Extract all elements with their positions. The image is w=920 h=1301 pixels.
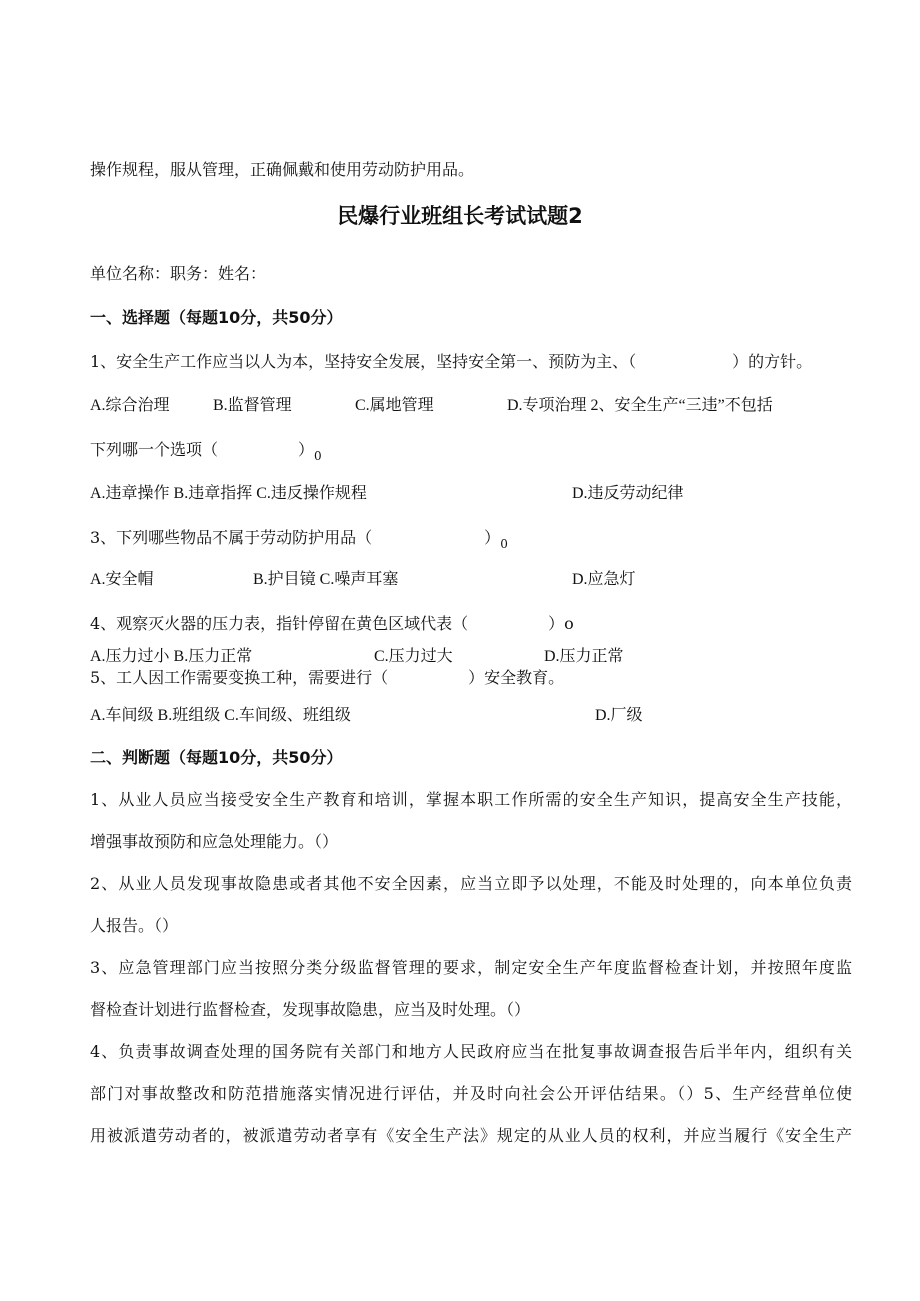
judgment-line-7: 4、负责事故调查处理的国务院有关部门和地方人民政府应当在批复事故调查报告后半年内，组织有关	[90, 1042, 852, 1061]
q2-options-abc: A.违章操作 B.违章指挥 C.违反操作规程	[90, 485, 367, 502]
question-4-text: 4、观察灭火器的压力表，指针停留在黄色区域代表（ ）o	[90, 614, 574, 633]
judgment-line-5: 3、应急管理部门应当按照分类分级监督管理的要求，制定安全生产年度监督检查计划，并按照年度监	[90, 958, 852, 977]
question-2-text	[90, 439, 322, 467]
q1-option-c: C.属地管理	[355, 397, 434, 414]
question-5-text: 5、工人因工作需要变换工种，需要进行（ ）安全教育。	[90, 668, 565, 687]
judgment-line-2: 增强事故预防和应急处理能力。（）	[90, 832, 339, 851]
q4-option-d: D.压力正常	[544, 648, 624, 665]
q4-option-c: C.压力过大	[374, 648, 453, 665]
q1-option-b: B.监督管理	[213, 397, 292, 414]
judgment-line-1: 1、从业人员应当接受安全生产教育和培训，掌握本职工作所需的安全生产知识，提高安全生产技能，	[90, 790, 852, 809]
question-2-body: 下列哪一个选项（ ）	[90, 440, 315, 459]
q2-option-d: D.违反劳动纪律	[572, 485, 684, 502]
question-3-text	[90, 527, 508, 555]
q3-options-bc: B.护目镜 C.噪声耳塞	[253, 571, 399, 588]
question-1-text: 1、安全生产工作应当以人为本，坚持安全发展，坚持安全第一、预防为主、（ ）的方针。	[90, 352, 813, 371]
intro-text: 操作规程，服从管理，正确佩戴和使用劳动防护用品。	[90, 160, 475, 179]
question-3-suffix: 0	[500, 537, 508, 551]
section2-heading: 二、判断题（每题10分，共50分）	[90, 748, 343, 767]
judgment-line-8: 部门对事故整改和防范措施落实情况进行评估，并及时向社会公开评估结果。（）5、生产经营单位使	[90, 1084, 852, 1103]
q1-option-a: A.综合治理	[90, 397, 170, 414]
question-2-suffix: 0	[314, 449, 322, 463]
header-fields: 单位名称：职务：姓名：	[90, 264, 267, 283]
page-title: 民爆行业班组长考试试题2	[337, 204, 583, 228]
q5-option-d: D.厂级	[595, 707, 643, 724]
question-3-body: 3、下列哪些物品不属于劳动防护用品（ ）	[90, 528, 501, 547]
q4-options-ab: A.压力过小 B.压力正常	[90, 648, 253, 665]
q3-option-a: A.安全帽	[90, 571, 154, 588]
section1-heading: 一、选择题（每题10分，共50分）	[90, 308, 343, 327]
judgment-line-6: 督检查计划进行监督检查，发现事故隐患，应当及时处理。（）	[90, 1000, 531, 1019]
q3-option-d: D.应急灯	[572, 571, 636, 588]
judgment-line-4: 人报告。（）	[90, 916, 179, 935]
judgment-line-9: 用被派遣劳动者的，被派遣劳动者享有《安全生产法》规定的从业人员的权利，并应当履行《安全生产	[90, 1126, 852, 1145]
judgment-line-3: 2、从业人员发现事故隐患或者其他不安全因素，应当立即予以处理，不能及时处理的，向本单位负责	[90, 874, 852, 893]
q1-option-d: D.专项治理 2、安全生产“三违”不包括	[507, 397, 773, 414]
q5-options-abc: A.车间级 B.班组级 C.车间级、班组级	[90, 707, 351, 724]
